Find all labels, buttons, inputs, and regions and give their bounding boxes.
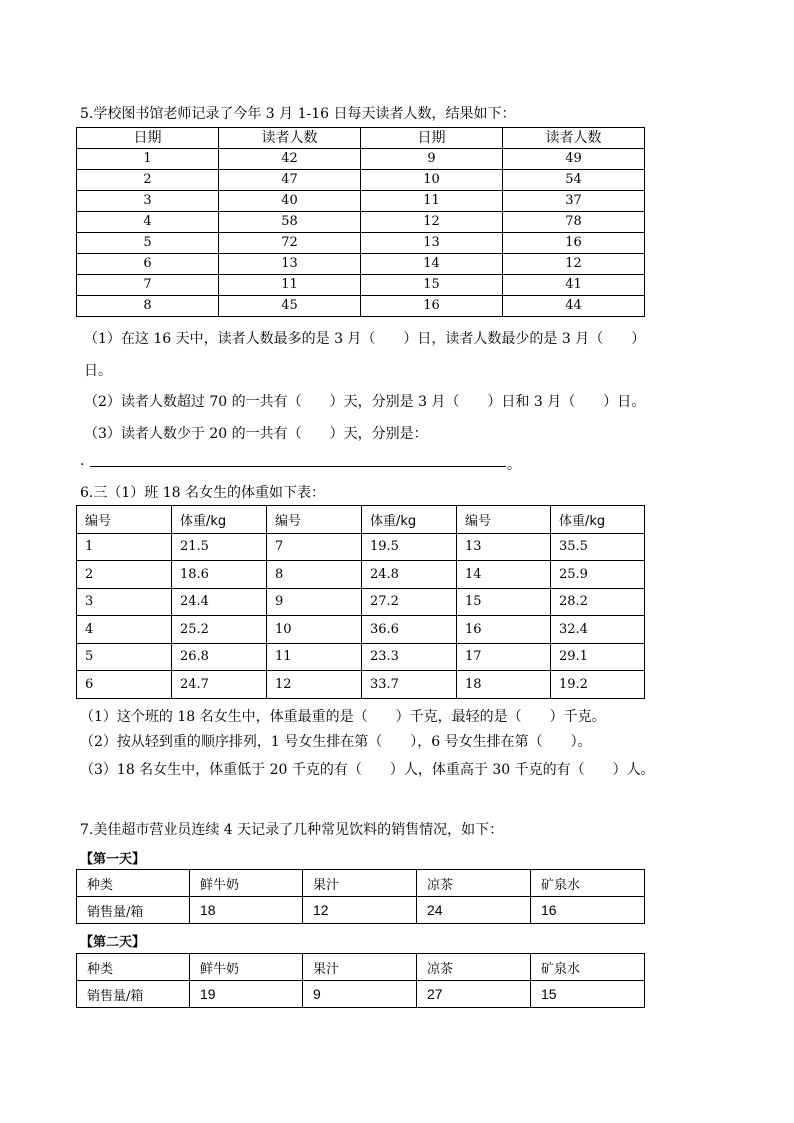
table-cell: 7 <box>77 275 219 296</box>
table-row <box>77 897 645 924</box>
table-cell: 5 <box>77 643 172 671</box>
header-cell: 体重/kg <box>551 506 645 534</box>
table-cell: 32.4 <box>551 616 645 644</box>
table-cell: 11 <box>361 191 503 212</box>
header-cell: 日期 <box>361 128 503 149</box>
table-cell: 7 <box>267 533 362 561</box>
table-cell: 24 <box>417 897 531 924</box>
table-cell: 23.3 <box>362 643 457 671</box>
table-row <box>77 588 645 616</box>
header-cell: 鲜牛奶 <box>190 954 303 981</box>
header-cell: 矿泉水 <box>531 870 645 897</box>
table-cell: 37 <box>503 191 645 212</box>
q5-title: 5.学校图书馆老师记录了今年 3 月 1-16 日每天读者人数，结果如下： <box>80 106 516 122</box>
table-cell: 13 <box>457 533 551 561</box>
table-cell: 26.8 <box>172 643 267 671</box>
table-cell: 10 <box>267 616 362 644</box>
table-cell: 13 <box>219 254 361 275</box>
table-cell: 27.2 <box>362 588 457 616</box>
q7-title: 7.美佳超市营业员连续 4 天记录了几种常见饮料的销售情况，如下： <box>80 822 504 838</box>
table-cell: 12 <box>303 897 417 924</box>
header-cell: 鲜牛奶 <box>190 870 303 897</box>
q5-reader-table <box>76 127 645 317</box>
table-cell: 72 <box>219 233 361 254</box>
table-cell: 13 <box>361 233 503 254</box>
header-cell: 矿泉水 <box>531 954 645 981</box>
table-cell: 1 <box>77 149 219 170</box>
table-cell: 24.8 <box>362 561 457 589</box>
header-cell: 读者人数 <box>503 128 645 149</box>
table-row <box>77 643 645 671</box>
table-cell: 9 <box>361 149 503 170</box>
table-cell: 16 <box>457 616 551 644</box>
table-cell: 1 <box>77 533 172 561</box>
table-cell: 14 <box>457 561 551 589</box>
table-header-row <box>77 870 645 897</box>
q6-title: 6.三（1）班 18 名女生的体重如下表： <box>80 485 325 501</box>
table-cell: 4 <box>77 212 219 233</box>
header-cell: 种类 <box>77 954 190 981</box>
table-cell: 12 <box>361 212 503 233</box>
table-cell: 10 <box>361 170 503 191</box>
table-row <box>77 191 645 212</box>
table-cell: 47 <box>219 170 361 191</box>
table-cell: 16 <box>361 296 503 317</box>
table-cell: 17 <box>457 643 551 671</box>
table-cell: 15 <box>531 981 645 1008</box>
table-cell: 9 <box>303 981 417 1008</box>
table-cell: 3 <box>77 191 219 212</box>
table-cell: 40 <box>219 191 361 212</box>
q5-sub1-line2: 日。 <box>84 363 112 379</box>
table-cell: 21.5 <box>172 533 267 561</box>
table-cell: 16 <box>503 233 645 254</box>
table-cell: 16 <box>531 897 645 924</box>
table-cell: 11 <box>267 643 362 671</box>
table-cell: 33.7 <box>362 671 457 699</box>
table-cell: 78 <box>503 212 645 233</box>
table-row <box>77 561 645 589</box>
row-label-cell: 销售量/箱 <box>77 981 190 1008</box>
header-cell: 日期 <box>77 128 219 149</box>
table-cell: 11 <box>219 275 361 296</box>
table-cell: 18 <box>190 897 303 924</box>
table-cell: 29.1 <box>551 643 645 671</box>
table-cell: 9 <box>267 588 362 616</box>
table-cell: 15 <box>361 275 503 296</box>
table-cell: 2 <box>77 561 172 589</box>
header-cell: 体重/kg <box>172 506 267 534</box>
row-label-cell: 销售量/箱 <box>77 897 190 924</box>
table-cell: 15 <box>457 588 551 616</box>
table-cell: 6 <box>77 254 219 275</box>
table-cell: 4 <box>77 616 172 644</box>
table-row <box>77 671 645 699</box>
table-cell: 19.5 <box>362 533 457 561</box>
q5-sub1-line1: （1）在这 16 天中，读者人数最多的是 3 月（ ）日，读者人数最少的是 3 月（ ） <box>84 331 646 347</box>
table-cell: 3 <box>77 588 172 616</box>
table-cell: 8 <box>267 561 362 589</box>
table-row <box>77 170 645 191</box>
day2-sales-table <box>76 953 645 1008</box>
table-cell: 2 <box>77 170 219 191</box>
table-cell: 12 <box>503 254 645 275</box>
table-row <box>77 616 645 644</box>
header-cell: 编号 <box>77 506 172 534</box>
header-cell: 种类 <box>77 870 190 897</box>
day1-label: 【第一天】 <box>80 852 146 867</box>
q6-sub2: （2）按从轻到重的顺序排列，1 号女生排在第（ ），6 号女生排在第（ ）。 <box>80 734 592 750</box>
table-cell: 28.2 <box>551 588 645 616</box>
table-header-row <box>77 506 645 534</box>
day2-label: 【第二天】 <box>80 935 146 950</box>
table-header-row <box>77 128 645 149</box>
table-cell: 41 <box>503 275 645 296</box>
table-header-row <box>77 954 645 981</box>
header-cell: 读者人数 <box>219 128 361 149</box>
table-row <box>77 212 645 233</box>
table-cell: 18 <box>457 671 551 699</box>
header-cell: 凉茶 <box>417 870 531 897</box>
table-row <box>77 275 645 296</box>
header-cell: 体重/kg <box>362 506 457 534</box>
answer-blank-line[interactable] <box>90 466 506 467</box>
table-row <box>77 296 645 317</box>
table-cell: 35.5 <box>551 533 645 561</box>
table-cell: 18.6 <box>172 561 267 589</box>
header-cell: 凉茶 <box>417 954 531 981</box>
table-cell: 42 <box>219 149 361 170</box>
answer-prefix: . <box>80 453 85 469</box>
table-cell: 25.9 <box>551 561 645 589</box>
table-cell: 14 <box>361 254 503 275</box>
header-cell: 编号 <box>267 506 362 534</box>
header-cell: 编号 <box>457 506 551 534</box>
table-cell: 44 <box>503 296 645 317</box>
day1-sales-table <box>76 869 645 924</box>
table-row <box>77 533 645 561</box>
table-row <box>77 149 645 170</box>
table-cell: 25.2 <box>172 616 267 644</box>
table-row <box>77 254 645 275</box>
table-cell: 12 <box>267 671 362 699</box>
answer-suffix: 。 <box>507 457 521 473</box>
table-cell: 24.4 <box>172 588 267 616</box>
table-cell: 27 <box>417 981 531 1008</box>
table-cell: 6 <box>77 671 172 699</box>
table-cell: 19.2 <box>551 671 645 699</box>
table-row <box>77 981 645 1008</box>
table-row <box>77 233 645 254</box>
q5-sub3: （3）读者人数少于 20 的一共有（ ）天，分别是： <box>84 426 428 442</box>
table-cell: 24.7 <box>172 671 267 699</box>
table-cell: 8 <box>77 296 219 317</box>
table-cell: 54 <box>503 170 645 191</box>
header-cell: 果汁 <box>303 954 417 981</box>
table-cell: 36.6 <box>362 616 457 644</box>
q6-sub3: （3）18 名女生中，体重低于 20 千克的有（ ）人，体重高于 30 千克的有（ ）人。 <box>80 762 655 778</box>
table-cell: 58 <box>219 212 361 233</box>
table-cell: 5 <box>77 233 219 254</box>
q5-sub2: （2）读者人数超过 70 的一共有（ ）天，分别是 3 月（ ）日和 3 月（ ）日。 <box>84 394 646 410</box>
table-cell: 45 <box>219 296 361 317</box>
table-cell: 19 <box>190 981 303 1008</box>
header-cell: 果汁 <box>303 870 417 897</box>
q6-sub1: （1）这个班的 18 名女生中，体重最重的是（ ）千克，最轻的是（ ）千克。 <box>80 709 606 725</box>
q6-weight-table <box>76 505 645 699</box>
table-cell: 49 <box>503 149 645 170</box>
